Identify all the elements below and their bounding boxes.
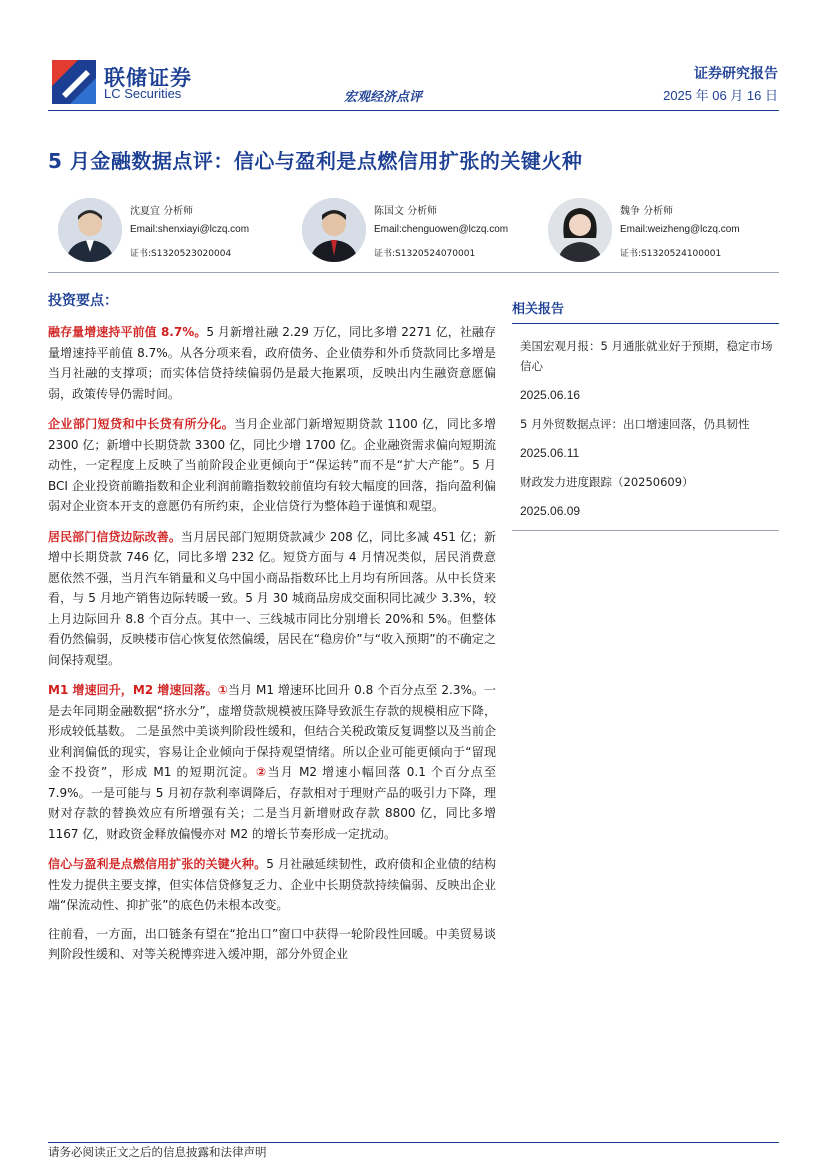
highlight-paragraph [48, 924, 496, 965]
related-report-title[interactable]: 5 月外贸数据点评：出口增速回落，仍具韧性 [520, 417, 750, 431]
paragraph-body: 往前看，一方面，出口链条有望在“抢出口”窗口中获得一轮阶段性回暖。中美贸易谈判阶段性缓和、对等关税博弈进入缓冲期，部分外贸企业 [48, 926, 496, 961]
highlight-paragraph [48, 527, 496, 671]
paragraph-lead: M1 增速回升，M2 增速回落。 [48, 683, 218, 697]
related-report-item[interactable] [512, 402, 779, 460]
analyst-photo-icon [548, 198, 612, 262]
footer-disclaimer: 请务必阅读正文之后的信息披露和法律声明 [48, 1145, 267, 1159]
highlight-paragraph [48, 680, 496, 844]
avatar [58, 198, 122, 262]
paragraph-lead: 居民部门信贷边际改善。 [48, 529, 181, 544]
analyst-card [302, 198, 532, 264]
logo-chinese-name: 联储证券 [104, 66, 192, 90]
avatar [302, 198, 366, 262]
paragraph-body: 5 月新增社融 2.29 万亿，同比多增 2271 亿，社融存量增速持平前值 8.7%。从各分项来看，政府债务、企业债券和外币贷款同比多增是当月社融的支撑项；而实体信贷持续偏弱仍是最大拖累项，反映出内生融资意愿偏弱，政策传导仍需时间。 [48, 325, 497, 401]
analyst-email[interactable]: Email:chenguowen@lczq.com [374, 224, 509, 235]
analyst-card [58, 198, 288, 264]
document-date: 2025 年 06 月 16 日 [663, 88, 778, 103]
related-report-date: 2025.06.11 [520, 446, 580, 460]
analyst-photo-icon [302, 198, 366, 262]
paragraph-body: 当月 M2 增速小幅回落 0.1 个百分点至 7.9%。一是可能与 5 月初存款利率调降后，存款相对于理财产品的吸引力下降，理财对存款的替换效应有所增强有关；二是当月新增财政存款 8800 亿，同比多增 1167 亿，财政资金释放偏慢亦对 M2 的增长节奏形成一定扰动。 [48, 765, 496, 841]
paragraph-body: 当月居民部门短期贷款减少 208 亿，同比多减 451 亿；新增中长期贷款 746 亿，同比多增 232 亿。短贷方面与 4 月情况类似，居民消费意愿依然不强，当月汽车销量和义乌中国小商品指数环比上月均有所回落。从中长贷来看，与 5 月地产销售边际转暖一致。5 月 30 城商品房成交面积同比减少 3.3%，较上月边际回升 8.8 个百分点。其中一、三线城市同比分别增长 20%和 5%。但整体看仍然偏弱，反映楼市信心恢复依然偏缓，居民在“稳房价”与“收入预期”的不确定之间保持观望。 [48, 529, 496, 667]
analyst-name: 沈夏宜 分析师 [130, 206, 194, 217]
analyst-certificate: 证书:S1320524070001 [374, 249, 476, 259]
related-reports-title: 相关报告 [512, 298, 779, 324]
paragraph-body: 当月企业部门新增短期贷款 1100 亿，同比多增 2300 亿；新增中长期贷款 3300 亿，同比少增 1700 亿。企业融资需求偏向短期流动性，一定程度上反映了当前阶段企业更倾向于“保运转”而不是“扩大产能”。5 月 BCI 企业投资前瞻指数和企业利润前瞻指数较前值均有较大幅度的回落，指向盈利偏弱对企业资本开支的意愿仍有所约束，企业信贷行为整体趋于谨慎和观望。 [48, 417, 496, 513]
investment-highlights [48, 290, 496, 965]
circled-number-marker: ② [256, 765, 268, 779]
analyst-certificate: 证书:S1320524100001 [620, 249, 722, 259]
related-report-title[interactable]: 财政发力进度跟踪（20250609） [520, 475, 694, 489]
paragraph-lead: 企业部门短贷和中长贷有所分化。 [48, 417, 235, 431]
header-divider [48, 110, 779, 111]
paragraph-lead: 融存量增速持平前值 8.7%。 [48, 325, 207, 339]
analyst-email[interactable]: Email:shenxiayi@lczq.com [130, 224, 250, 235]
highlight-paragraph [48, 322, 496, 404]
related-report-item[interactable] [512, 460, 779, 518]
page-header [0, 0, 826, 110]
paragraph-body: 5 月社融延续韧性，政府债和企业债的结构性发力提供主要支撑，但实体信贷修复乏力、企业中长期贷款持续偏弱、反映出企业端“保流动性、抑扩张”的底色仍未根本改变。 [48, 857, 496, 912]
analyst-card [548, 198, 778, 264]
paragraph-lead: 信心与盈利是点燃信用扩张的关键火种。 [48, 857, 267, 871]
footer-divider [48, 1142, 779, 1143]
related-report-date: 2025.06.09 [520, 504, 581, 518]
highlight-paragraph [48, 854, 496, 916]
related-report-item[interactable] [512, 324, 779, 402]
analyst-name: 陈国文 分析师 [374, 206, 438, 217]
sidebar-divider [512, 530, 779, 531]
analyst-divider [48, 272, 779, 273]
section-title: 投资要点： [48, 293, 118, 309]
paragraph-body: 当月 M1 增速环比回升 0.8 个百分点至 2.3%。一是去年同期金融数据“挤水分”，虚增贷款规模被压降导致派生存款的规模相应下降，形成较低基数。 二是虽然中美谈判阶段性缓和，但结合关税政策反复调整以及当前企业利润偏低的现实，容易让企业倾向于保持观望情绪。所以企业可能更倾向于“留现金不投资”，形成 M1 的短期沉淀。 [48, 683, 496, 779]
analyst-email[interactable]: Email:weizheng@lczq.com [620, 224, 740, 235]
analyst-name: 魏争 分析师 [620, 206, 674, 217]
highlight-paragraph [48, 414, 496, 517]
logo-english-name: LC Securities [104, 86, 182, 101]
avatar [548, 198, 612, 262]
document-category: 宏观经济点评 [344, 90, 423, 105]
analyst-certificate: 证书:S1320523020004 [130, 249, 232, 259]
report-title: 5 月金融数据点评：信心与盈利是点燃信用扩张的关键火种 [48, 149, 583, 173]
related-report-date: 2025.06.16 [520, 388, 581, 402]
document-type: 证券研究报告 [694, 66, 778, 82]
circled-number-marker: ① [217, 683, 228, 697]
lc-securities-logo-icon [52, 60, 96, 104]
related-reports-sidebar [512, 298, 779, 531]
analyst-photo-icon [58, 198, 122, 262]
related-report-title[interactable]: 美国宏观月报：5 月通胀就业好于预期，稳定市场信心 [520, 339, 773, 373]
